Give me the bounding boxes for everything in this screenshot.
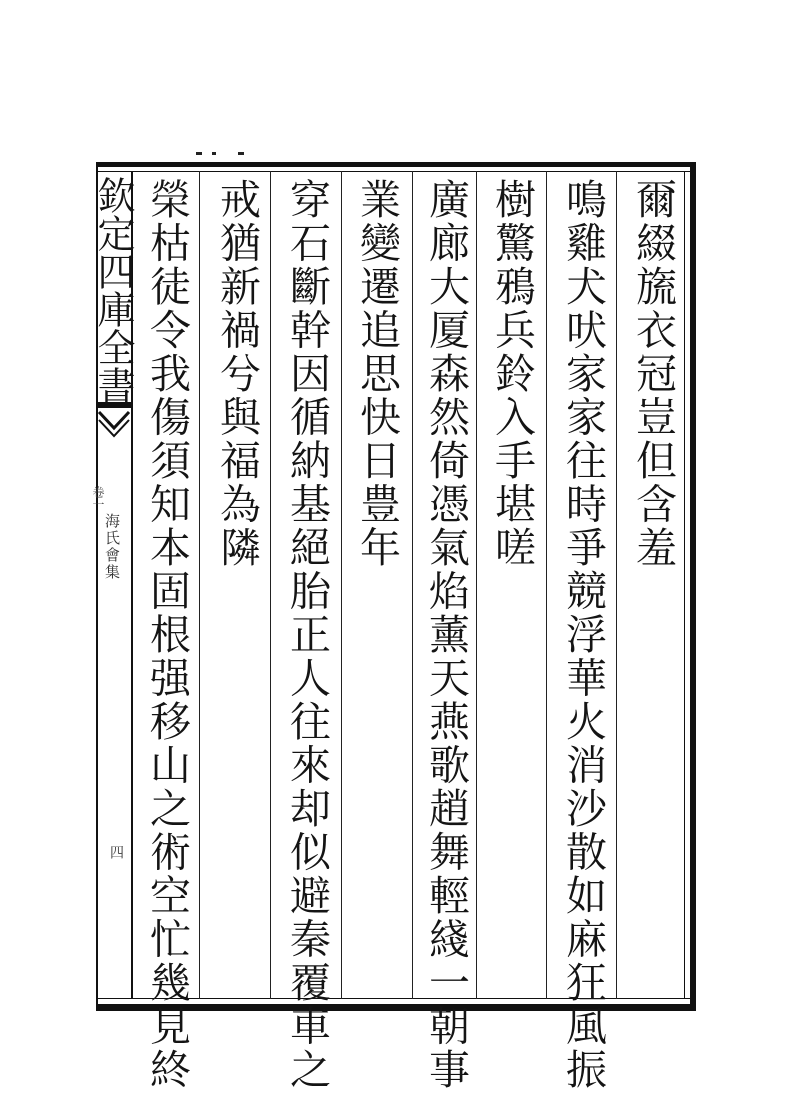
ink-speck bbox=[196, 152, 202, 155]
text-column-5: 業變遷追思快日豊年 bbox=[353, 178, 401, 570]
text-column-4: 廣廊大厦森然倚憑氣焰薰天燕歌趙舞輕綫一朝事 bbox=[422, 178, 470, 1092]
ink-speck bbox=[212, 152, 216, 155]
text-column-7: 戒猶新禍兮與福為隣 bbox=[213, 178, 261, 570]
frame-top-border bbox=[96, 162, 696, 167]
frame-right-inner-border bbox=[684, 171, 685, 999]
column-divider bbox=[270, 171, 271, 999]
text-column-3: 樹驚鴉兵鈴入手堪嗟 bbox=[488, 178, 536, 570]
juan-mark: 卷一 bbox=[91, 486, 105, 510]
collection-note: 海氏會集 bbox=[103, 513, 121, 581]
fish-tail-ornament bbox=[97, 402, 131, 442]
column-divider bbox=[476, 171, 477, 999]
page-number: 四 bbox=[108, 845, 124, 859]
column-divider bbox=[341, 171, 342, 999]
column-divider bbox=[199, 171, 200, 999]
text-column-6: 穿石斷幹因循納基絕胎正人往來却似避秦覆車之 bbox=[283, 178, 331, 1092]
frame-right-border bbox=[690, 162, 696, 1011]
ink-speck bbox=[238, 152, 244, 155]
text-column-1: 爾綴旒衣冠豈但含羞 bbox=[629, 178, 677, 570]
column-divider bbox=[616, 171, 617, 999]
text-column-2: 鳴雞犬吠家家往時爭競浮華火消沙散如麻狂風振 bbox=[559, 178, 607, 1092]
text-column-8: 榮枯徒令我傷須知本固根强移山之術空忙幾見終 bbox=[143, 178, 191, 1092]
frame-top-inner-border bbox=[96, 171, 696, 172]
book-title: 欽定四庫全書 bbox=[91, 176, 135, 404]
column-divider bbox=[412, 171, 413, 999]
column-divider bbox=[546, 171, 547, 999]
